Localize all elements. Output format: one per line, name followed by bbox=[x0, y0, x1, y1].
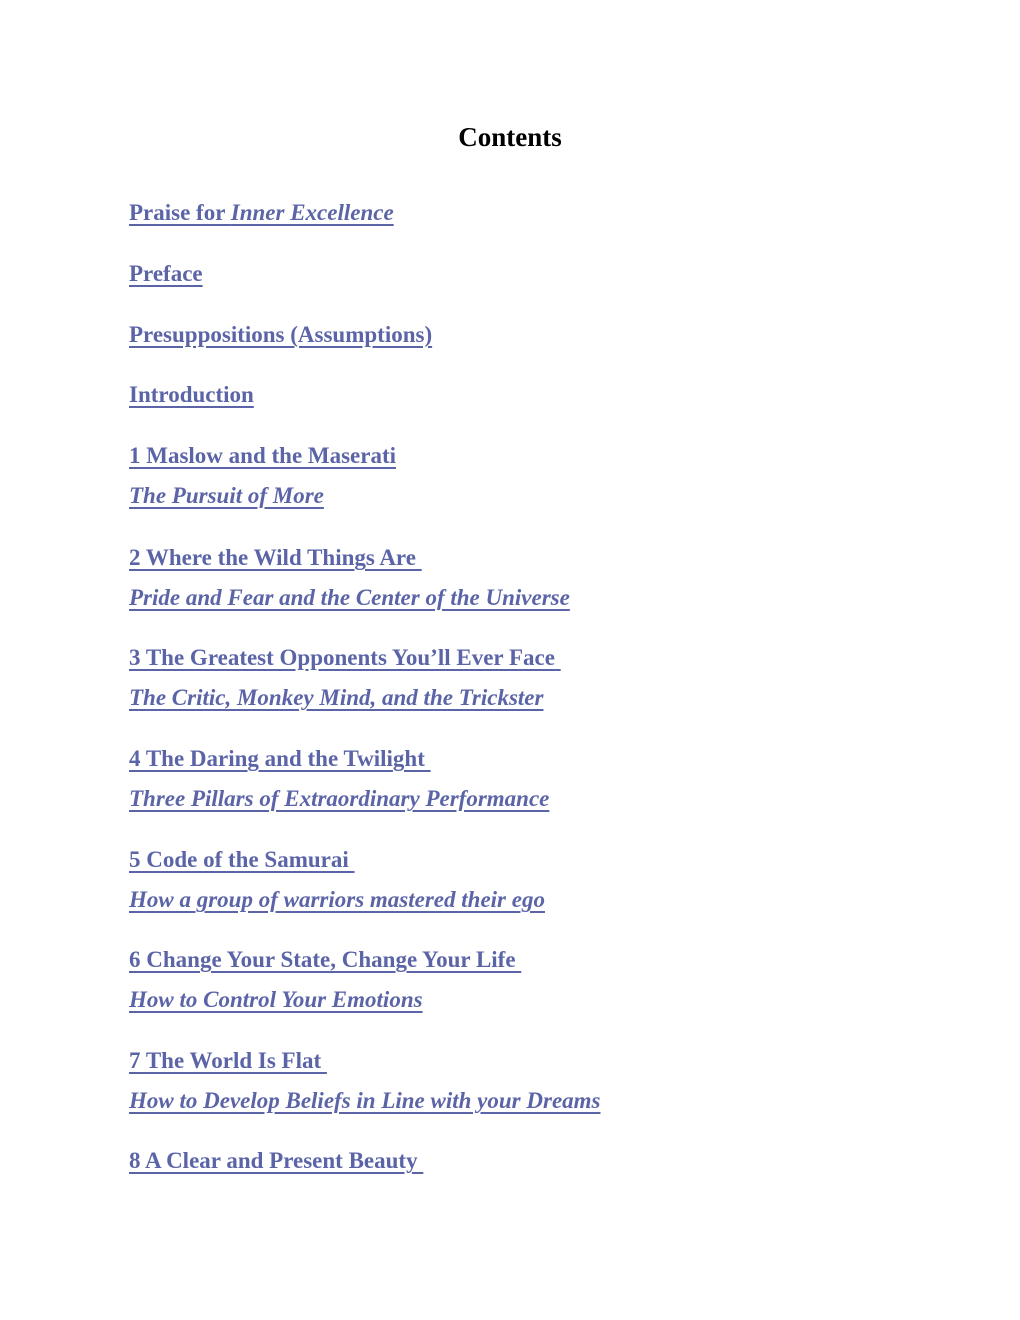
toc-link-chapter-2-subtitle[interactable]: Pride and Fear and the Center of the Universe bbox=[129, 585, 570, 610]
toc-link-chapter-5[interactable]: 5 Code of the Samurai bbox=[129, 847, 355, 872]
toc-link-chapter-5-subtitle[interactable]: How a group of warriors mastered their ego bbox=[129, 887, 545, 912]
toc-link-chapter-1[interactable]: 1 Maslow and the Maserati bbox=[129, 443, 397, 468]
toc-link-chapter-3-subtitle[interactable]: The Critic, Monkey Mind, and the Trickster bbox=[129, 685, 544, 710]
toc-link-chapter-6[interactable]: 6 Change Your State, Change Your Life bbox=[129, 947, 522, 972]
toc-link-chapter-7[interactable]: 7 The World Is Flat bbox=[129, 1048, 327, 1073]
toc-link-chapter-2[interactable]: 2 Where the Wild Things Are bbox=[129, 545, 422, 570]
toc-link-chapter-8[interactable]: 8 A Clear and Present Beauty bbox=[129, 1148, 424, 1173]
toc-link-praise-book-title: Inner Excellence bbox=[230, 200, 394, 225]
toc-link-chapter-3[interactable]: 3 The Greatest Opponents You’ll Ever Face bbox=[129, 645, 561, 670]
toc-link-preface[interactable]: Preface bbox=[129, 261, 203, 286]
toc-link-praise-prefix: Praise for bbox=[129, 200, 231, 225]
page-title: Contents bbox=[458, 122, 562, 152]
toc-link-chapter-1-subtitle[interactable]: The Pursuit of More bbox=[129, 483, 324, 508]
toc-link-chapter-7-subtitle[interactable]: How to Develop Beliefs in Line with your Dreams bbox=[129, 1088, 601, 1113]
toc-link-chapter-4-subtitle[interactable]: Three Pillars of Extraordinary Performance bbox=[129, 786, 550, 811]
toc-link-praise[interactable] bbox=[129, 199, 394, 227]
toc-link-introduction[interactable]: Introduction bbox=[129, 382, 254, 407]
toc-link-presuppositions[interactable]: Presuppositions (Assumptions) bbox=[129, 322, 433, 347]
toc-link-chapter-4[interactable]: 4 The Daring and the Twilight bbox=[129, 746, 431, 771]
toc-link-chapter-6-subtitle[interactable]: How to Control Your Emotions bbox=[129, 987, 423, 1012]
